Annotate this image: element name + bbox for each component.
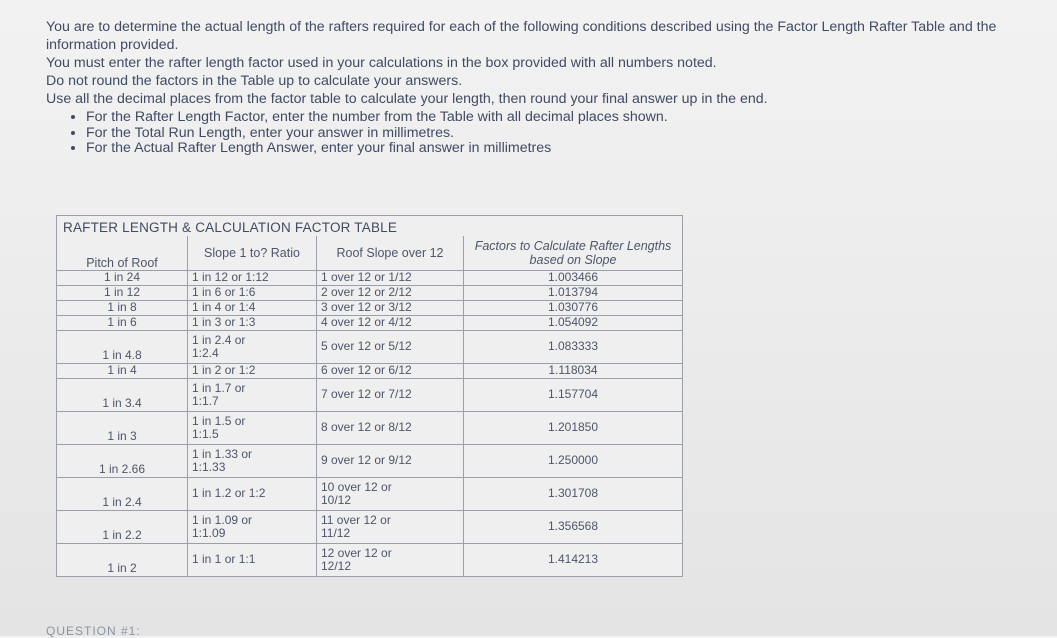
ratio-cell: 1 in 1.2 or 1:2 (188, 477, 317, 510)
factor-cell: 1.054092 (464, 315, 683, 330)
pitch-cell: 1 in 2 (57, 543, 188, 576)
factor-cell: 1.118034 (464, 363, 683, 378)
ratio-cell: 1 in 3 or 1:3 (188, 315, 317, 330)
table-row (57, 300, 682, 315)
instructions (46, 18, 1056, 157)
header-factor: Factors to Calculate Rafter Lengths based on Slope (464, 236, 683, 270)
table-row (57, 411, 682, 444)
ratio-cell: 1 in 2.4 or 1:2.4 (188, 330, 317, 363)
table-row (57, 285, 682, 300)
table-row (57, 510, 682, 543)
ratio-cell: 1 in 1.09 or 1:1.09 (188, 510, 317, 543)
table-row (57, 477, 682, 510)
pitch-cell: 1 in 8 (57, 300, 188, 315)
pitch-cell: 1 in 3.4 (57, 378, 188, 411)
slope-cell: 8 over 12 or 8/12 (317, 411, 464, 444)
table-row (57, 378, 682, 411)
factor-cell: 1.157704 (464, 378, 683, 411)
bullet-item: • For the Total Run Length, enter your answer in millimetres. (86, 126, 1056, 142)
factor-cell: 1.003466 (464, 270, 683, 285)
rafter-factor-table (56, 215, 683, 577)
slope-cell: 12 over 12 or 12/12 (317, 543, 464, 576)
pitch-cell: 1 in 2.2 (57, 510, 188, 543)
table-row (57, 330, 682, 363)
factor-cell: 1.083333 (464, 330, 683, 363)
pitch-cell: 1 in 2.66 (57, 444, 188, 477)
factor-cell: 1.414213 (464, 543, 683, 576)
bullet-item: • For the Actual Rafter Length Answer, enter your final answer in millimetres (86, 141, 1056, 157)
bullet-item: • For the Rafter Length Factor, enter the number from the Table with all decimal places shown. (86, 110, 1056, 126)
factor-table-grid (57, 236, 682, 576)
factor-cell: 1.301708 (464, 477, 683, 510)
next-section-heading: QUESTION #1: (46, 624, 141, 638)
factor-cell: 1.250000 (464, 444, 683, 477)
slope-cell: 10 over 12 or 10/12 (317, 477, 464, 510)
ratio-cell: 1 in 1.33 or 1:1.33 (188, 444, 317, 477)
table-row (57, 363, 682, 378)
instruction-line-3: Do not round the factors in the Table up to calculate your answers. (46, 73, 463, 89)
pitch-cell: 1 in 3 (57, 411, 188, 444)
instruction-bullets (46, 110, 1056, 157)
ratio-cell: 1 in 2 or 1:2 (188, 363, 317, 378)
table-row (57, 543, 682, 576)
slope-cell: 4 over 12 or 4/12 (317, 315, 464, 330)
instruction-line-2: You must enter the rafter length factor used in your calculations in the box provided with all numbers noted. (46, 55, 717, 71)
pitch-cell: 1 in 12 (57, 285, 188, 300)
table-title: RAFTER LENGTH & CALCULATION FACTOR TABLE (63, 220, 398, 235)
pitch-cell: 1 in 24 (57, 270, 188, 285)
ratio-cell: 1 in 6 or 1:6 (188, 285, 317, 300)
slope-cell: 9 over 12 or 9/12 (317, 444, 464, 477)
table-row (57, 270, 682, 285)
instruction-line-4: Use all the decimal places from the factor table to calculate your length, then round your final answer up in the end. (46, 91, 768, 107)
header-slope: Roof Slope over 12 (317, 236, 464, 270)
factor-cell: 1.356568 (464, 510, 683, 543)
ratio-cell: 1 in 4 or 1:4 (188, 300, 317, 315)
ratio-cell: 1 in 1 or 1:1 (188, 543, 317, 576)
ratio-cell: 1 in 1.5 or 1:1.5 (188, 411, 317, 444)
ratio-cell: 1 in 1.7 or 1:1.7 (188, 378, 317, 411)
header-pitch: Pitch of Roof (57, 236, 188, 270)
ratio-cell: 1 in 12 or 1:12 (188, 270, 317, 285)
slope-cell: 11 over 12 or 11/12 (317, 510, 464, 543)
pitch-cell: 1 in 6 (57, 315, 188, 330)
factor-cell: 1.013794 (464, 285, 683, 300)
table-row (57, 444, 682, 477)
pitch-cell: 1 in 2.4 (57, 477, 188, 510)
pitch-cell: 1 in 4.8 (57, 330, 188, 363)
pitch-cell: 1 in 4 (57, 363, 188, 378)
table-body (57, 270, 682, 576)
factor-cell: 1.030776 (464, 300, 683, 315)
slope-cell: 1 over 12 or 1/12 (317, 270, 464, 285)
table-row (57, 315, 682, 330)
instruction-line-1: You are to determine the actual length of the rafters required for each of the following conditions described using the Factor Length Rafter Table and the information provided. (46, 19, 997, 53)
slope-cell: 3 over 12 or 3/12 (317, 300, 464, 315)
slope-cell: 5 over 12 or 5/12 (317, 330, 464, 363)
header-ratio: Slope 1 to? Ratio (188, 236, 317, 270)
slope-cell: 2 over 12 or 2/12 (317, 285, 464, 300)
slope-cell: 6 over 12 or 6/12 (317, 363, 464, 378)
factor-cell: 1.201850 (464, 411, 683, 444)
slope-cell: 7 over 12 or 7/12 (317, 378, 464, 411)
